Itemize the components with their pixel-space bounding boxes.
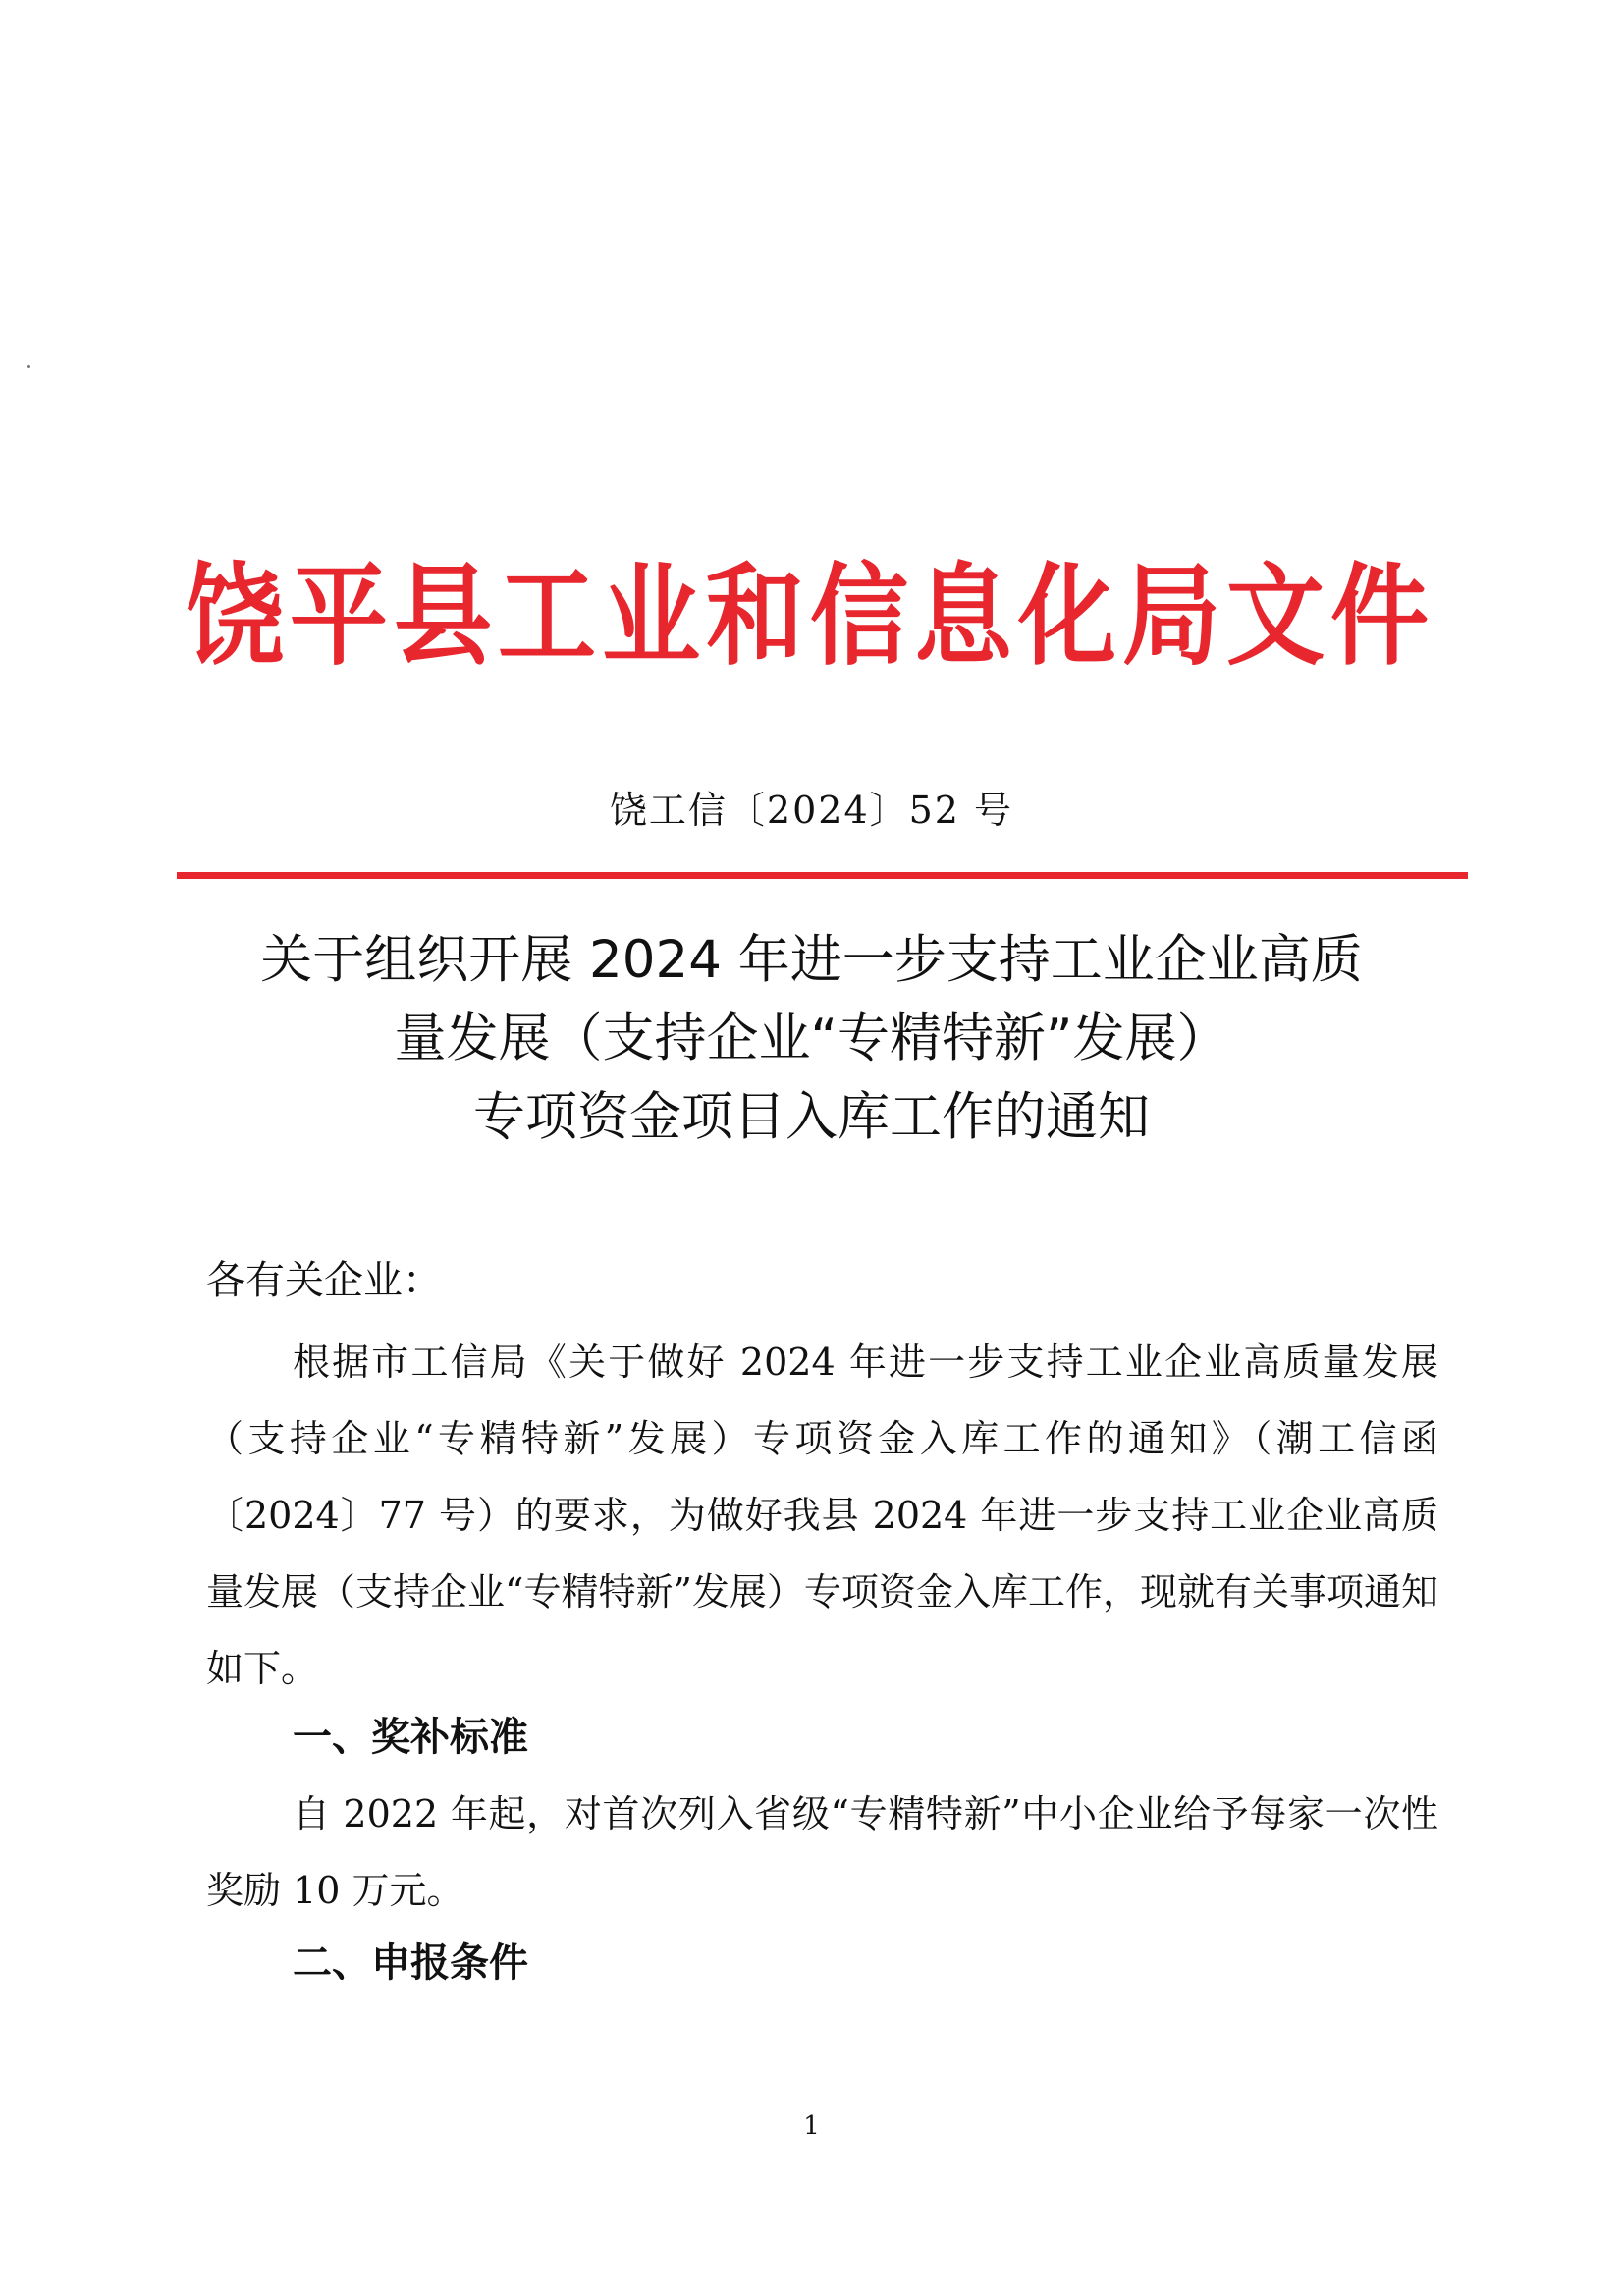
scan-speck bbox=[27, 365, 30, 368]
body-paragraph-reward: 自 2022 年起，对首次列入省级“专精特新”中小企业给予每家一次性奖励 10 万元。 bbox=[206, 1792, 1438, 1912]
salutation: 各有关企业： bbox=[206, 1258, 442, 1303]
red-divider-line bbox=[177, 872, 1468, 879]
document-number: 饶工信〔2024〕52 号 bbox=[609, 789, 1014, 832]
notice-title bbox=[137, 921, 1486, 1157]
notice-title-line-1: 关于组织开展 2024 年进一步支持工业企业高质 bbox=[260, 930, 1363, 990]
notice-title-line-2: 量发展（支持企业“专精特新”发展） bbox=[394, 1009, 1229, 1068]
notice-title-line-3: 专项资金项目入库工作的通知 bbox=[473, 1087, 1150, 1147]
page-number: 1 bbox=[803, 2111, 820, 2141]
section-heading-application-conditions: 二、申报条件 bbox=[293, 1941, 528, 1986]
agency-header-title: 饶平县工业和信息化局文件 bbox=[186, 551, 1434, 681]
body-paragraph-intro: 根据市工信局《关于做好 2024 年进一步支持工业企业高质量发展（支持企业“专精特新”发展）专项资金入库工作的通知》（潮工信函〔2024〕77 号）的要求，为做好我县 2024 年进一步支持工业企业高质量发展（支持企业“专精特新”发展）专项资金入库工作，现就有关事项通知如下。 bbox=[206, 1340, 1438, 1690]
section-heading-reward-standard: 一、奖补标准 bbox=[293, 1715, 528, 1760]
